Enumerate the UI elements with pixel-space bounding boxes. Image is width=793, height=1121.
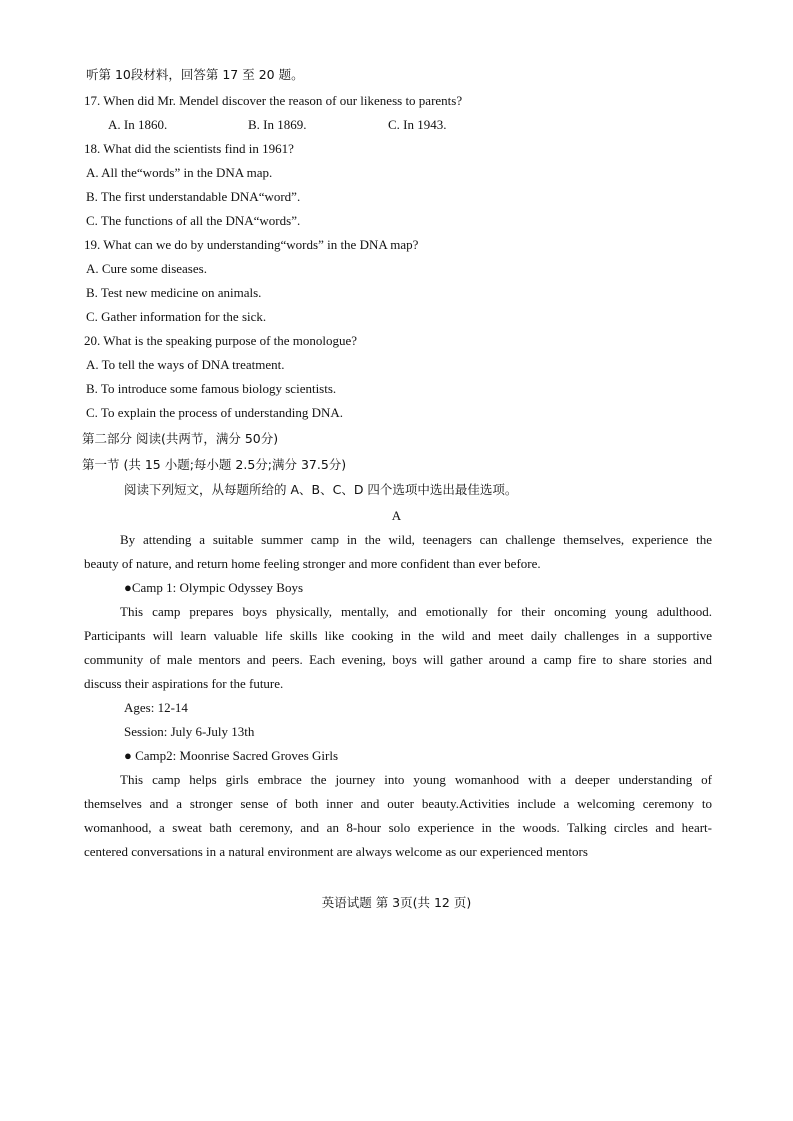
question-18-option-c: C. The functions of all the DNA“words”. xyxy=(86,213,301,228)
question-20-option-a: A. To tell the ways of DNA treatment. xyxy=(86,357,285,372)
camp-1-session: Session: July 6-July 13th xyxy=(124,724,255,739)
passage-label: A xyxy=(391,508,402,523)
section-one-title: 第一节 (共 15 小题;每小题 2.5分;满分 37.5分) xyxy=(82,457,347,472)
question-18-option-b: B. The first understandable DNA“word”. xyxy=(86,189,301,204)
camp-1-ages: Ages: 12-14 xyxy=(124,700,188,715)
reading-instructions: 阅读下列短文，从每题所给的 A、B、C、D 四个选项中选出最佳选项。 xyxy=(124,482,518,497)
question-20-stem: 20. What is the speaking purpose of the monologue? xyxy=(84,333,358,348)
camp-1-title: ●Camp 1: Olympic Odyssey Boys xyxy=(124,580,304,595)
camp-2-line-1: This camp helps girls embrace the journey into young womanhood with a deeper understanding of xyxy=(120,772,712,787)
question-19-option-b: B. Test new medicine on animals. xyxy=(86,285,262,300)
listening-intro: 听第 10段材料，回答第 17 至 20 题。 xyxy=(86,67,304,82)
camp-1-line-1: This camp prepares boys physically, mentally, and emotionally for their oncoming young adulthood. xyxy=(120,604,712,619)
question-18-option-a: A. All the“words” in the DNA map. xyxy=(86,165,273,180)
camp-2-title: ● Camp2: Moonrise Sacred Groves Girls xyxy=(124,748,339,763)
question-19-stem: 19. What can we do by understanding“words” in the DNA map? xyxy=(84,237,419,252)
camp-2-line-2: themselves and a stronger sense of both inner and outer beauty.Activities include a welcoming ceremony to xyxy=(84,796,712,811)
camp-1-line-4: discuss their aspirations for the future. xyxy=(84,676,284,691)
question-17-option-c: C. In 1943. xyxy=(388,117,447,132)
question-20-option-c: C. To explain the process of understanding DNA. xyxy=(86,405,343,420)
question-20-option-b: B. To introduce some famous biology scientists. xyxy=(86,381,337,396)
camp-2-line-3: womanhood, a sweat bath ceremony, and an 8-hour solo experience in the woods. Talking circles and heart- xyxy=(84,820,712,835)
passage-intro-line-2: beauty of nature, and return home feeling stronger and more confident than ever before. xyxy=(84,556,541,571)
camp-1-line-2: Participants will learn valuable life skills like cooking in the wild and meet daily challenges in a supportive xyxy=(84,628,712,643)
question-19-option-a: A. Cure some diseases. xyxy=(86,261,207,276)
camp-1-line-3: community of male mentors and peers. Each evening, boys will gather around a camp fire to share stories and xyxy=(84,652,712,667)
question-19-option-c: C. Gather information for the sick. xyxy=(86,309,267,324)
page-footer: 英语试题 第 3页(共 12 页) xyxy=(321,895,472,910)
passage-intro-line-1: By attending a suitable summer camp in the wild, teenagers can challenge themselves, experience the xyxy=(120,532,712,547)
question-17-option-a: A. In 1860. xyxy=(108,117,168,132)
question-18-stem: 18. What did the scientists find in 1961? xyxy=(84,141,294,156)
question-17-option-b: B. In 1869. xyxy=(248,117,307,132)
question-17-stem: 17. When did Mr. Mendel discover the reason of our likeness to parents? xyxy=(84,93,463,108)
part-two-title: 第二部分 阅读(共两节，满分 50分) xyxy=(82,431,279,446)
camp-2-line-4: centered conversations in a natural environment are always welcome as our experienced mentors xyxy=(84,844,588,859)
